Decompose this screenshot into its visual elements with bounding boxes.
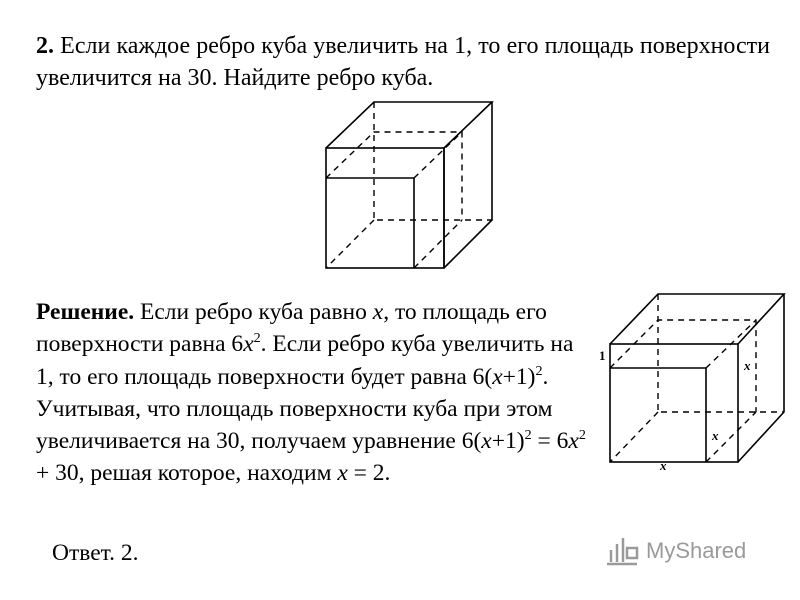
problem-statement (36, 30, 770, 94)
labeled-cube-figure (596, 290, 786, 480)
cube-top-edges (326, 102, 492, 148)
cube-right-edges (444, 102, 492, 268)
watermark (604, 534, 746, 568)
label-one: 1 (599, 348, 606, 363)
cube-front-face (326, 148, 444, 268)
label-x-right: x (744, 358, 751, 373)
label-x-inner: x (712, 428, 719, 443)
answer-text: Ответ. 2. (52, 540, 139, 566)
cube-figure (318, 98, 498, 274)
solution-label: Решение. (36, 299, 135, 325)
problem-number: 2. (36, 33, 54, 59)
solution-text: Решение. Если ребро куба равно x, то площадь его поверхности равна $6x^2$. Если ребро куба увеличить на 1, то его площадь поверхности будет равна $6(x+1)^2$. Учитывая, что площадь поверхности куба при этом увеличивается на 30, получаем уравнение $6(x+1)^2 = 6x^2 + 30$, решая которое, находим x = 2. (36, 299, 586, 487)
label-x-bottom: x (660, 458, 667, 473)
problem-text: Если каждое ребро куба увеличить на 1, то его площадь поверхности увеличится на 30. Найдите ребро куба. (36, 33, 770, 91)
watermark-text: MyShared (646, 538, 747, 563)
chart-logo-icon (604, 534, 640, 568)
